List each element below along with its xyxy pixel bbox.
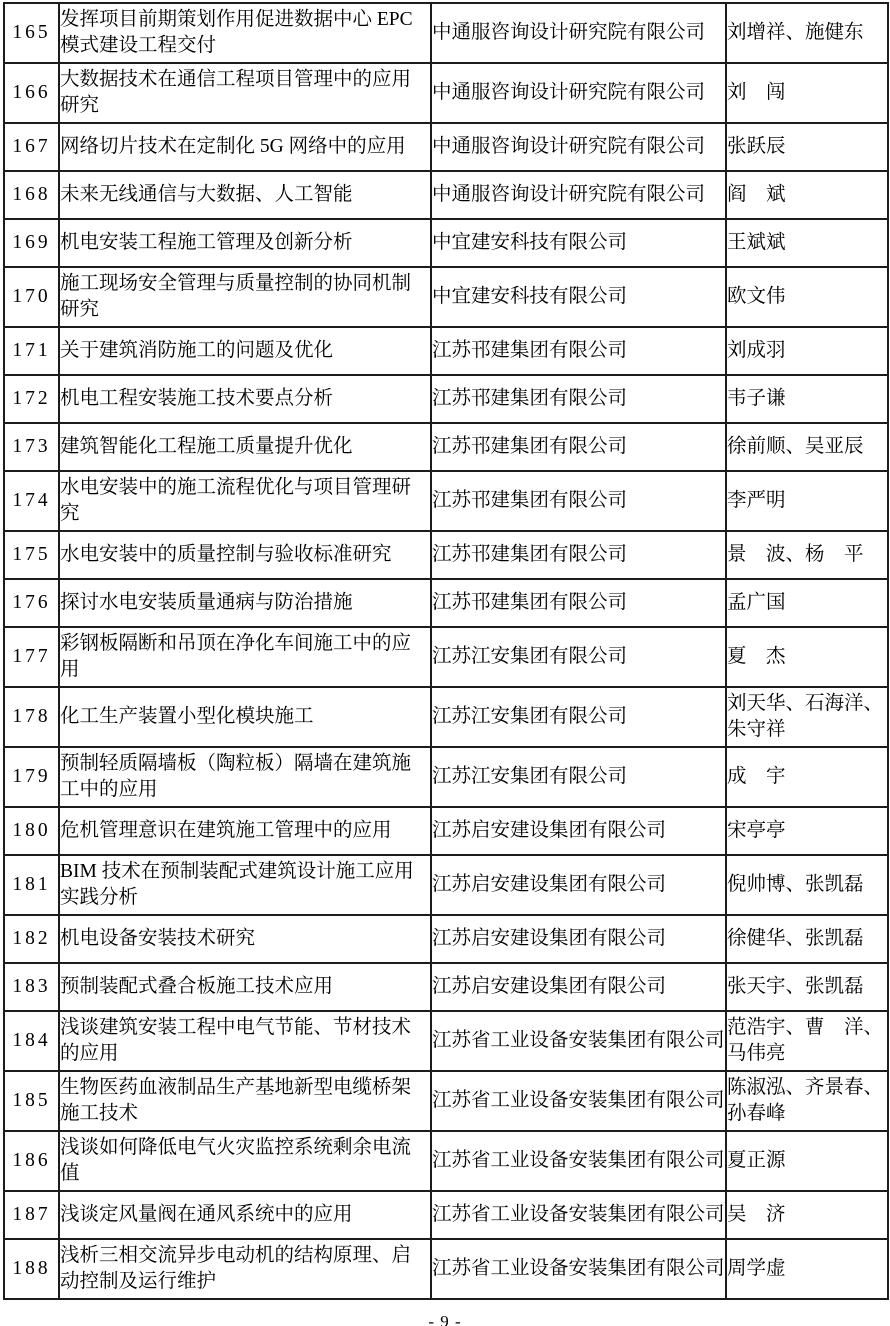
row-number: 184 xyxy=(4,1011,59,1071)
author-names: 张跃辰 xyxy=(726,123,888,171)
table-row xyxy=(4,855,888,915)
paper-title: 浅谈建筑安装工程中电气节能、节材技术的应用 xyxy=(59,1011,431,1071)
row-number: 172 xyxy=(4,375,59,423)
author-names: 宋亭亭 xyxy=(726,807,888,855)
paper-title: 生物医药血液制品生产基地新型电缆桥架施工技术 xyxy=(59,1071,431,1131)
row-number: 180 xyxy=(4,807,59,855)
row-number: 174 xyxy=(4,471,59,531)
company-name: 江苏省工业设备安装集团有限公司 xyxy=(431,1131,726,1191)
paper-title: 发挥项目前期策划作用促进数据中心 EPC 模式建设工程交付 xyxy=(59,3,431,63)
company-name: 中宜建安科技有限公司 xyxy=(431,267,726,327)
company-name: 江苏启安建设集团有限公司 xyxy=(431,807,726,855)
author-names: 李严明 xyxy=(726,471,888,531)
papers-table xyxy=(3,2,889,1300)
table-row xyxy=(4,3,888,63)
company-name: 中宜建安科技有限公司 xyxy=(431,219,726,267)
company-name: 中通服咨询设计研究院有限公司 xyxy=(431,63,726,123)
company-name: 江苏邗建集团有限公司 xyxy=(431,531,726,579)
author-names: 王斌斌 xyxy=(726,219,888,267)
author-names: 孟广国 xyxy=(726,579,888,627)
company-name: 江苏启安建设集团有限公司 xyxy=(431,915,726,963)
paper-title: 大数据技术在通信工程项目管理中的应用研究 xyxy=(59,63,431,123)
paper-title: 浅析三相交流异步电动机的结构原理、启动控制及运行维护 xyxy=(59,1239,431,1299)
author-names: 刘 闯 xyxy=(726,63,888,123)
company-name: 江苏启安建设集团有限公司 xyxy=(431,855,726,915)
row-number: 169 xyxy=(4,219,59,267)
row-number: 183 xyxy=(4,963,59,1011)
table-row xyxy=(4,579,888,627)
company-name: 江苏省工业设备安装集团有限公司 xyxy=(431,1071,726,1131)
author-names: 张天宇、张凯磊 xyxy=(726,963,888,1011)
author-names: 倪帅博、张凯磊 xyxy=(726,855,888,915)
author-names: 成 宇 xyxy=(726,747,888,807)
author-names: 徐前顺、吴亚辰 xyxy=(726,423,888,471)
row-number: 167 xyxy=(4,123,59,171)
company-name: 江苏江安集团有限公司 xyxy=(431,687,726,747)
company-name: 江苏省工业设备安装集团有限公司 xyxy=(431,1011,726,1071)
paper-title: BIM 技术在预制装配式建筑设计施工应用实践分析 xyxy=(59,855,431,915)
row-number: 166 xyxy=(4,63,59,123)
company-name: 江苏启安建设集团有限公司 xyxy=(431,963,726,1011)
table-row xyxy=(4,915,888,963)
paper-title: 机电工程安装施工技术要点分析 xyxy=(59,375,431,423)
row-number: 185 xyxy=(4,1071,59,1131)
table-row xyxy=(4,963,888,1011)
paper-title: 未来无线通信与大数据、人工智能 xyxy=(59,171,431,219)
table-row xyxy=(4,1011,888,1071)
company-name: 中通服咨询设计研究院有限公司 xyxy=(431,171,726,219)
page-number: - 9 - xyxy=(428,1312,462,1326)
paper-title: 化工生产装置小型化模块施工 xyxy=(59,687,431,747)
table-row xyxy=(4,1131,888,1191)
company-name: 中通服咨询设计研究院有限公司 xyxy=(431,3,726,63)
table-row xyxy=(4,807,888,855)
company-name: 江苏邗建集团有限公司 xyxy=(431,375,726,423)
table-row xyxy=(4,171,888,219)
paper-title: 机电安装工程施工管理及创新分析 xyxy=(59,219,431,267)
table-row xyxy=(4,1071,888,1131)
company-name: 江苏邗建集团有限公司 xyxy=(431,423,726,471)
company-name: 江苏邗建集团有限公司 xyxy=(431,327,726,375)
company-name: 江苏江安集团有限公司 xyxy=(431,747,726,807)
row-number: 179 xyxy=(4,747,59,807)
author-names: 欧文伟 xyxy=(726,267,888,327)
paper-title: 探讨水电安装质量通病与防治措施 xyxy=(59,579,431,627)
table-row xyxy=(4,375,888,423)
paper-title: 机电设备安装技术研究 xyxy=(59,915,431,963)
table-row xyxy=(4,1239,888,1299)
table-row xyxy=(4,471,888,531)
row-number: 178 xyxy=(4,687,59,747)
row-number: 165 xyxy=(4,3,59,63)
company-name: 江苏邗建集团有限公司 xyxy=(431,471,726,531)
company-name: 江苏邗建集团有限公司 xyxy=(431,579,726,627)
row-number: 168 xyxy=(4,171,59,219)
row-number: 175 xyxy=(4,531,59,579)
row-number: 188 xyxy=(4,1239,59,1299)
papers-table-body xyxy=(4,3,888,1299)
author-names: 陈淑泓、齐景春、孙春峰 xyxy=(726,1071,888,1131)
author-names: 徐健华、张凯磊 xyxy=(726,915,888,963)
row-number: 176 xyxy=(4,579,59,627)
table-row xyxy=(4,531,888,579)
table-row xyxy=(4,219,888,267)
paper-title: 施工现场安全管理与质量控制的协同机制研究 xyxy=(59,267,431,327)
table-row xyxy=(4,123,888,171)
company-name: 江苏省工业设备安装集团有限公司 xyxy=(431,1239,726,1299)
author-names: 夏正源 xyxy=(726,1131,888,1191)
table-row xyxy=(4,327,888,375)
row-number: 181 xyxy=(4,855,59,915)
row-number: 170 xyxy=(4,267,59,327)
author-names: 景 波、杨 平 xyxy=(726,531,888,579)
author-names: 刘增祥、施健东 xyxy=(726,3,888,63)
table-row xyxy=(4,423,888,471)
paper-title: 危机管理意识在建筑施工管理中的应用 xyxy=(59,807,431,855)
author-names: 阎 斌 xyxy=(726,171,888,219)
row-number: 187 xyxy=(4,1191,59,1239)
paper-title: 浅谈如何降低电气火灾监控系统剩余电流值 xyxy=(59,1131,431,1191)
table-row xyxy=(4,747,888,807)
table-row xyxy=(4,687,888,747)
row-number: 186 xyxy=(4,1131,59,1191)
author-names: 韦子谦 xyxy=(726,375,888,423)
paper-title: 预制装配式叠合板施工技术应用 xyxy=(59,963,431,1011)
author-names: 刘成羽 xyxy=(726,327,888,375)
paper-title: 彩钢板隔断和吊顶在净化车间施工中的应用 xyxy=(59,627,431,687)
table-row xyxy=(4,627,888,687)
paper-title: 关于建筑消防施工的问题及优化 xyxy=(59,327,431,375)
row-number: 177 xyxy=(4,627,59,687)
author-names: 周学虚 xyxy=(726,1239,888,1299)
company-name: 江苏省工业设备安装集团有限公司 xyxy=(431,1191,726,1239)
row-number: 173 xyxy=(4,423,59,471)
author-names: 夏 杰 xyxy=(726,627,888,687)
paper-title: 水电安装中的施工流程优化与项目管理研究 xyxy=(59,471,431,531)
company-name: 中通服咨询设计研究院有限公司 xyxy=(431,123,726,171)
company-name: 江苏江安集团有限公司 xyxy=(431,627,726,687)
paper-title: 浅谈定风量阀在通风系统中的应用 xyxy=(59,1191,431,1239)
table-row xyxy=(4,267,888,327)
row-number: 171 xyxy=(4,327,59,375)
author-names: 刘天华、石海洋、朱守祥 xyxy=(726,687,888,747)
paper-title: 建筑智能化工程施工质量提升优化 xyxy=(59,423,431,471)
paper-title: 网络切片技术在定制化 5G 网络中的应用 xyxy=(59,123,431,171)
table-row xyxy=(4,1191,888,1239)
row-number: 182 xyxy=(4,915,59,963)
paper-title: 预制轻质隔墙板（陶粒板）隔墙在建筑施工中的应用 xyxy=(59,747,431,807)
table-row xyxy=(4,63,888,123)
paper-title: 水电安装中的质量控制与验收标准研究 xyxy=(59,531,431,579)
author-names: 范浩宇、曹 洋、马伟亮 xyxy=(726,1011,888,1071)
author-names: 吴 济 xyxy=(726,1191,888,1239)
